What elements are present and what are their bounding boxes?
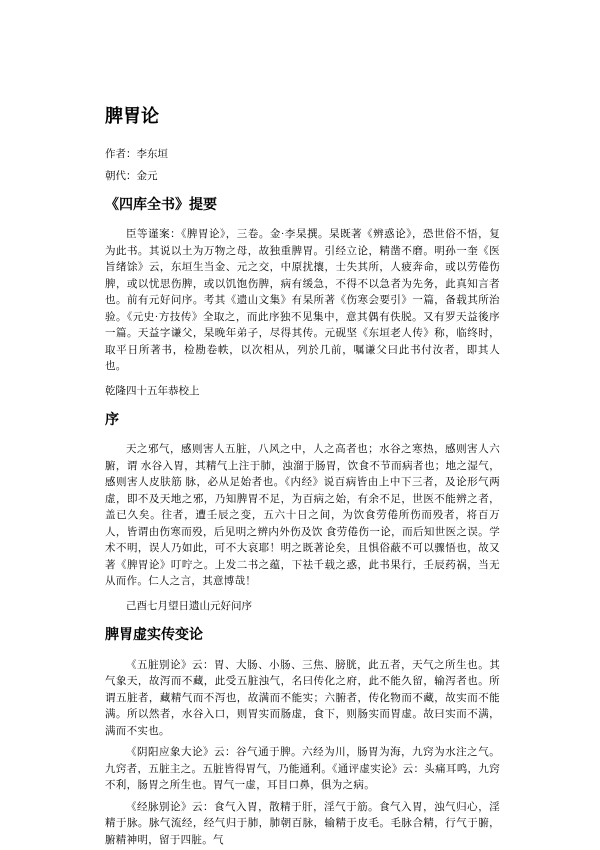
section-heading-preface: 序	[105, 413, 119, 429]
section-siku-abstract	[105, 197, 500, 400]
preface-signature: 己酉七月望日遗山元好问序	[126, 600, 252, 612]
section-piwei-xushi	[105, 627, 500, 849]
paragraph-wuzang-bielun: 《五脏别论》云：胃、大肠、小肠、三焦、膀胱，此五者，天气之所生也。其气象天，故泻而不藏，此受五脏浊气，名曰传化之府，此不能久留，输泻者也。所谓五脏者，藏精气而不泻也，故满而不能实；六腑者，传化物而不藏，故实而不能满。所以然者，水谷入口，则胃实而肠虚，食下，则肠实而胃虚。故曰实而不满，满而不实也。	[105, 659, 500, 737]
paragraph-jingmai-bielun: 《经脉别论》云：食气入胃，散精于肝，淫气于筋。食气入胃，浊气归心，淫 精于脉。脉气流经，经气归于肺，肺朝百脉，输精于皮毛。毛脉合精，行气于腑，腑精神明，留于四脏。气	[105, 801, 500, 846]
section-preface	[105, 412, 500, 615]
paragraph-yinyang-yingxiang: 《阴阳应象大论》云：谷气通于脾。六经为川，肠胃为海，九窍为水注之气。九窍者，五脏主之。五脏皆得胃气，乃能通利。《通评虚实论》云：头痛耳鸣，九窍不利，肠胃之所生也。胃气一虚，耳目口鼻，俱为之病。	[105, 747, 500, 792]
document-title: 脾胃论	[105, 106, 159, 126]
author-line: 作者：李东垣	[105, 148, 168, 160]
dynasty-line: 朝代：金元	[105, 171, 158, 183]
paragraph-siku-abstract: 臣等谨案：《脾胃论》，三卷。金·李杲撰。杲既著《辨惑论》，恐世俗不悟，复为此书。其说以土为万物之母，故独重脾胃。引经立论，精凿不磨。明孙一奎《医旨绪馀》云，东垣生当金、元之交，中原扰攘，士失其所，人疲奔命，或以劳倦伤脾，或以忧思伤脾，或以饥饱伤脾，病有缓急，不得不以急者为先务，此真知言者也。前有元好问序。考其《遗山文集》有杲所著《伤寒会要引》一篇，备载其所治验。《元史·方技传》全取之，而此序独不见集中，意其偶有佚脱。又有罗天益後序一篇。天益字谦父，杲晚年弟子，尽得其传。元砚坚《东垣老人传》称，临终时，取平日所著书，检勘卷帙，以次相从，列於几前，嘱谦父曰此书付汝者，即其人也。	[105, 229, 500, 373]
paragraph-preface: 天之邪气，感则害人五脏，八风之中，人之高者也；水谷之寒热，感则害人六腑，谓 水谷入胃，其精气上注于肺，浊溜于肠胃，饮食不节而病者也；地之湿气，感则害人皮肤筋 脉，必从足始者也。《内经》说百病皆由上中下三者，及论形气两虚，即不及天地之邪，乃知脾胃不足，为百病之始，有余不足，世医不能辨之者，盖已久矣。往者，遭壬辰之变，五六十日之间，为饮食劳倦所伤而殁者，将百万人，皆谓由伤寒而殁，后见明之辨内外伤及饮 食劳倦伤一论，而后知世医之误。学术不明，误人乃如此，可不大哀耶！明之既著论矣，且惧俗蔽不可以骤悟也，故又著《脾胃论》叮咛之。上发二书之蕴，下祛千载之惑，此书果行，壬辰药祸，当无从而作。仁人之言，其意博哉！	[105, 444, 500, 588]
collation-note: 乾隆四十五年恭校上	[105, 385, 200, 397]
section-heading-piwei-xushi: 脾胃虚实传变论	[105, 628, 203, 644]
section-heading-siku-abstract: 《四库全书》提要	[105, 197, 217, 213]
